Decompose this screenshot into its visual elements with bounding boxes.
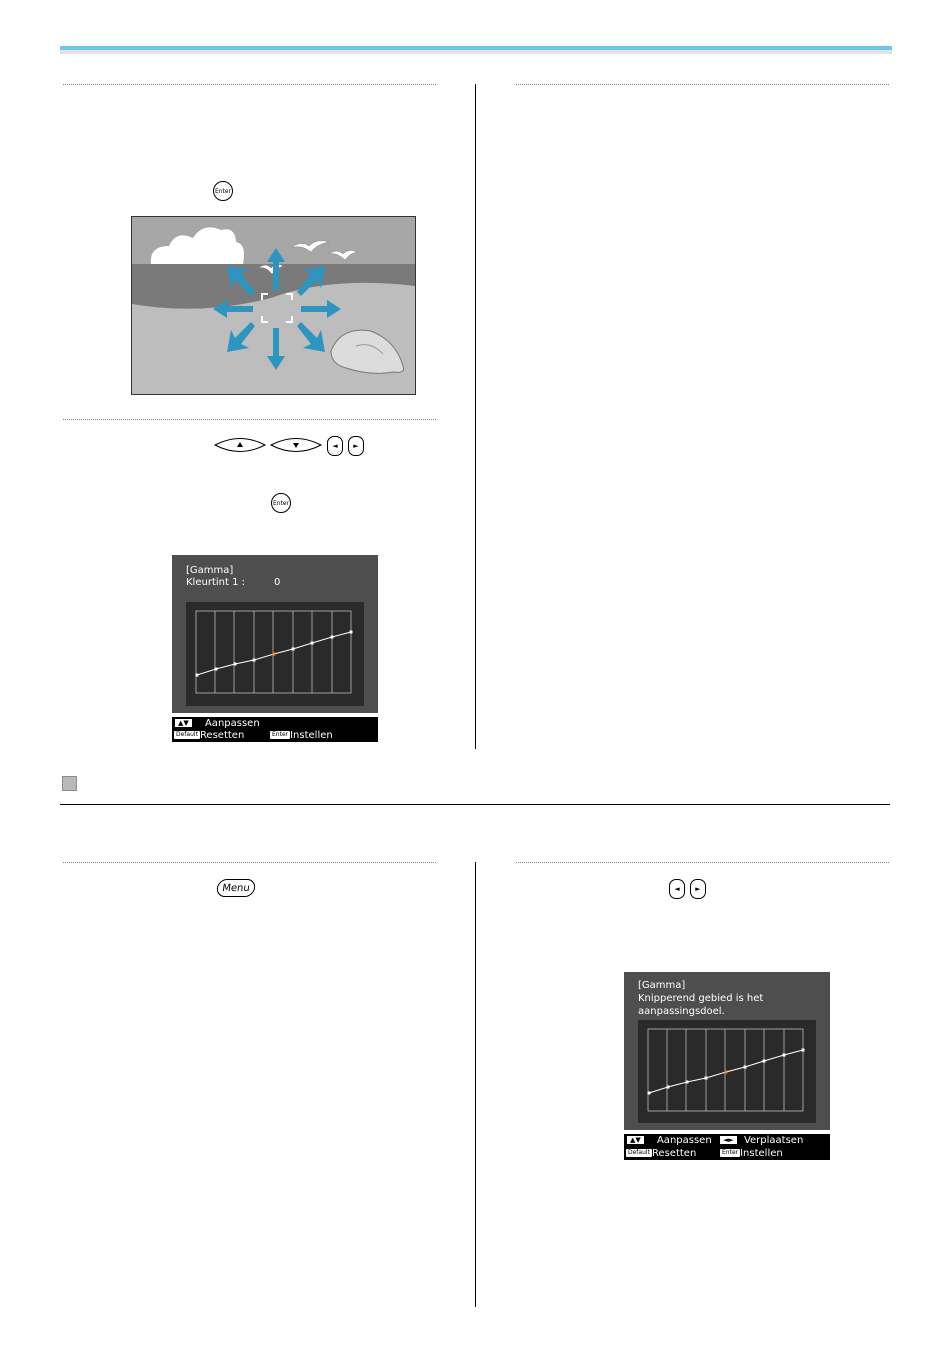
enter-button-icon: Enter xyxy=(213,181,233,201)
right-button-icon: ► xyxy=(690,879,706,899)
gamma-graph xyxy=(638,1020,816,1123)
osd-value: 0 xyxy=(274,577,281,588)
default-key-icon: Default xyxy=(176,731,198,738)
dotted-rule xyxy=(63,84,436,85)
leftright-key-icon: ◄► xyxy=(720,1136,737,1144)
default-key-icon: Default xyxy=(628,1149,650,1156)
dotted-rule xyxy=(63,862,436,863)
column-divider-top xyxy=(475,84,476,749)
dotted-rule xyxy=(516,84,889,85)
osd-hint-bar-2: ▲▼ Aanpassen ◄► Verplaatsen Default Resetten Enter Instellen xyxy=(624,1134,830,1160)
right-button-icon: ► xyxy=(348,436,364,456)
dotted-rule xyxy=(516,862,889,863)
osd-hint-bar: ▲▼ Aanpassen Default Resetten Enter Instellen xyxy=(172,717,378,742)
beach-illustration xyxy=(131,216,416,395)
enter-key-icon: Enter xyxy=(722,1149,739,1156)
updown-key-icon: ▲▼ xyxy=(175,719,192,727)
osd-message-line2: aanpassingsdoel. xyxy=(638,1006,725,1017)
gamma-graph xyxy=(186,602,364,706)
osd-subtitle: Kleurtint 1 : xyxy=(186,577,245,588)
left-button-icon: ◄ xyxy=(327,436,343,456)
dotted-rule xyxy=(63,419,436,420)
osd-title: [Gamma] xyxy=(638,980,686,991)
section-marker xyxy=(62,776,77,791)
column-divider-bottom xyxy=(475,862,476,1307)
osd-message-line1: Knipperend gebied is het xyxy=(638,993,764,1004)
updown-key-icon: ▲▼ xyxy=(627,1136,644,1144)
osd-title: [Gamma] xyxy=(186,565,234,576)
up-button-icon xyxy=(214,436,266,454)
menu-button-icon: Menu xyxy=(216,879,257,897)
section-rule xyxy=(60,804,890,805)
gamma-osd-panel xyxy=(172,555,378,713)
down-button-icon xyxy=(270,436,322,454)
enter-button-icon: Enter xyxy=(271,493,291,513)
header-shadow-bar xyxy=(60,50,892,54)
left-button-icon: ◄ xyxy=(669,879,685,899)
gamma-osd-panel-2 xyxy=(624,972,830,1130)
enter-key-icon: Enter xyxy=(272,731,289,738)
